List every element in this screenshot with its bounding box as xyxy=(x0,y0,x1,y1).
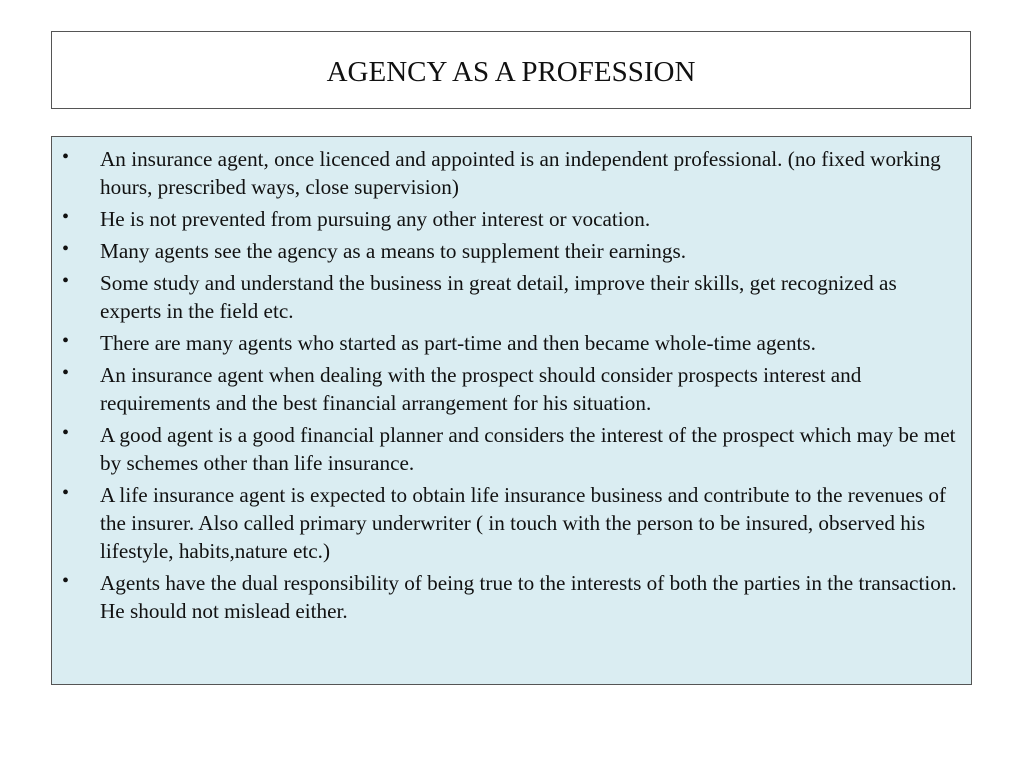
bullet-text: Agents have the dual responsibility of being true to the interests of both the parties in the transaction. He should not mislead either. xyxy=(100,571,957,623)
bullet-item xyxy=(62,269,961,325)
bullet-item xyxy=(62,329,961,357)
bullet-text: An insurance agent when dealing with the prospect should consider prospects interest and requirements and the best financial arrangement for his situation. xyxy=(100,363,862,415)
bullet-text: Many agents see the agency as a means to supplement their earnings. xyxy=(100,239,686,263)
bullet-text: A good agent is a good financial planner and considers the interest of the prospect which may be met by schemes other than life insurance. xyxy=(100,423,956,475)
bullet-icon: • xyxy=(62,482,70,504)
bullet-icon: • xyxy=(62,206,70,228)
bullet-text: An insurance agent, once licenced and appointed is an independent professional. (no fixed working hours, prescribed ways, close supervision) xyxy=(100,147,941,199)
bullet-item xyxy=(62,361,961,417)
bullet-icon: • xyxy=(62,330,70,352)
bullet-list xyxy=(62,145,961,625)
bullet-item xyxy=(62,145,961,201)
bullet-item xyxy=(62,481,961,565)
bullet-icon: • xyxy=(62,146,70,168)
bullet-item xyxy=(62,205,961,233)
slide-title: AGENCY AS A PROFESSION xyxy=(326,55,696,88)
bullet-icon: • xyxy=(62,238,70,260)
slide-content-box xyxy=(51,136,972,685)
bullet-text: Some study and understand the business in great detail, improve their skills, get recognized as experts in the field etc. xyxy=(100,271,897,323)
bullet-item xyxy=(62,421,961,477)
bullet-icon: • xyxy=(62,362,70,384)
bullet-text: He is not prevented from pursuing any other interest or vocation. xyxy=(100,207,651,231)
bullet-item xyxy=(62,237,961,265)
bullet-text: A life insurance agent is expected to obtain life insurance business and contribute to the revenues of the insurer. Also called primary underwriter ( in touch with the person to be insured, observed his lifestyle, habits,nature etc.) xyxy=(100,483,947,563)
bullet-item xyxy=(62,569,961,625)
slide-title-box xyxy=(51,31,971,109)
bullet-text: There are many agents who started as part-time and then became whole-time agents. xyxy=(100,331,816,355)
bullet-icon: • xyxy=(62,570,70,592)
bullet-icon: • xyxy=(62,270,70,292)
bullet-icon: • xyxy=(62,422,70,444)
